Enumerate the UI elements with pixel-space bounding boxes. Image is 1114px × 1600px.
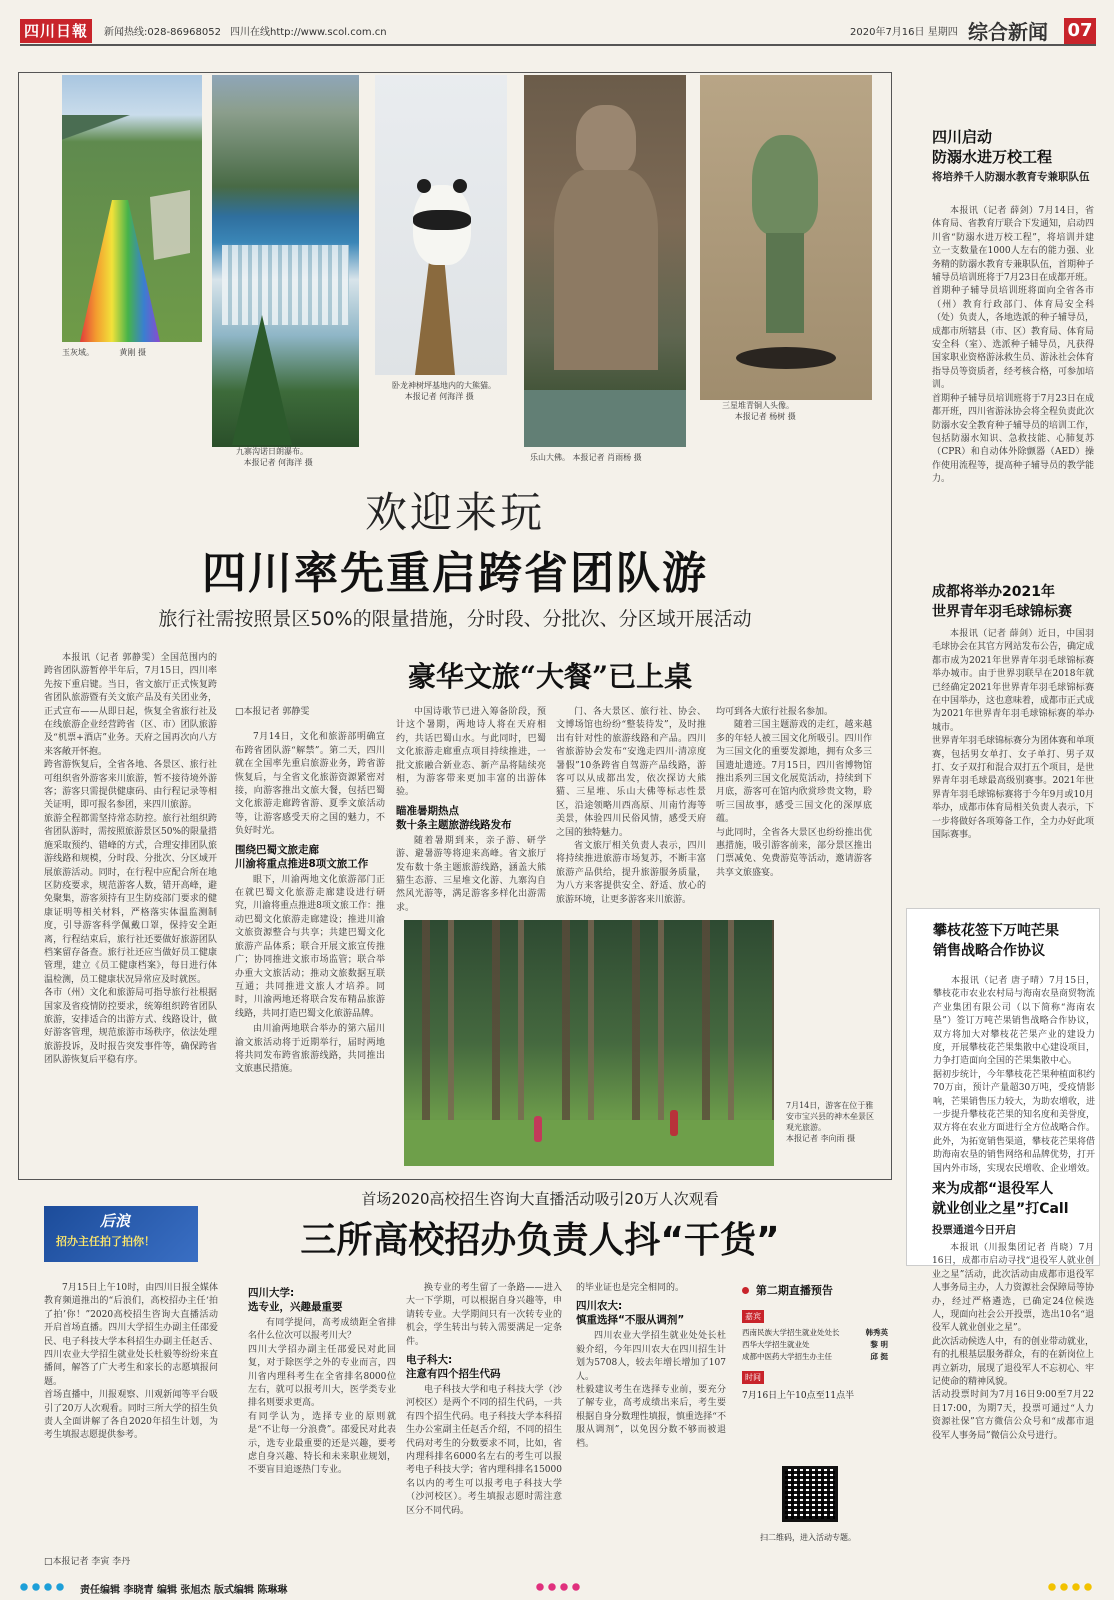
col-4-bottom-text: 省文旅厅相关负责人表示，四川将持续推进旅游市场复苏，不断丰富旅游产品供给，提升旅游服务质量，为八方来客提供安全、舒适、放心的旅游环境，让更多游客来川旅游。 xyxy=(556,841,706,905)
guest-name: 邱 挺 xyxy=(870,1352,888,1361)
sichuan-univ-text: 有同学提问，高考成绩距全省排名什么位次可以报考川大？ 四川大学招办副主任邵爱民对此回复，对于除医学之外的专业而言，四川省内理科考生在全省排名8000位左右，就可以报考川大，医学类专业排名则要求更高。 有同学认为，选择专业的原则就是“不让每一分浪费”。邵爱民对此表示，选专业最重要的还是兴趣，要考虑自身兴趣、特长和未来职业规划，不要盲目追逐热门专业。 xyxy=(248,1318,396,1476)
article-2-title: 成都将举办2021年 世界青年羽毛球锦标赛 xyxy=(932,584,1072,620)
bottom-col-3 xyxy=(406,1282,562,1572)
footer-color-dots-left xyxy=(18,1582,68,1592)
banner-title: 后浪 xyxy=(100,1212,131,1230)
live-preview-box xyxy=(742,1282,888,1572)
buddha-head xyxy=(576,105,636,175)
guest-row xyxy=(742,1327,888,1339)
qr-code[interactable] xyxy=(782,1466,838,1522)
stand-base-shape xyxy=(736,347,836,369)
date-text: 2020年7月16日 星期四 xyxy=(850,27,958,38)
mountain-shape xyxy=(62,115,202,145)
main-col-1 xyxy=(44,652,217,1172)
right-column xyxy=(906,72,1100,1592)
qr-caption: 扫二维码，进入活动专题。 xyxy=(760,1533,856,1542)
col-5-top-text: 均可到各大旅行社报名参加。 xyxy=(716,707,834,717)
bottom-col-4 xyxy=(576,1282,726,1572)
live-time: 7月16日上午10点至11点半 xyxy=(742,1391,855,1401)
red-dot-icon xyxy=(742,1287,749,1294)
article-4-title: 来为成都“退役军人 就业创业之星”打Call xyxy=(932,1181,1069,1217)
tree-trunks xyxy=(404,920,774,1130)
article-2-body: 本报讯（记者 薛剑）近日，中国羽毛球协会在其官方网站发布公告，确定成都市成为2021年世界青年羽毛球锦标赛举办城市。由于世界羽联早在2018年就已经确定2021年世界青年羽毛球锦标赛在中国举办，这也意味着，成都市正式成为2021年世界青年羽毛球锦标赛的举办城市。 世界青年羽毛球锦标赛分为团体赛和单项赛，包括男女单打、女子单打、男子双打、女子双打和混合双打五个项目，是世界青年羽毛球最高级别赛事。2021年世界青年羽毛球锦标赛将于今年9月或10月举办，成都市体育局相关负责人表示，下一步将做好各项筹备工作，全力办好此项国际赛事。 xyxy=(932,629,1095,841)
guest-title: 西华大学招生就业处 xyxy=(742,1340,810,1349)
uestc-subhead: 电子科大: 注意有四个招生代码 xyxy=(406,1354,501,1381)
rainbow-slide-shape xyxy=(80,200,160,342)
sicau-text: 四川农业大学招生就业处处长杜毅介绍，今年四川农大在四川招生计划为5708人，较去年增长增加了107人。 杜毅建议考生在选择专业前，要充分了解专业，高考成绩出来后，考生要根据自身分数理性填报，慎重选择“不服从调剂”，以免因分数不够而被退档。 xyxy=(576,1331,726,1449)
visitor-figure-1 xyxy=(534,1116,542,1142)
caption-2: 九寨沟诺日朗瀑布。 本报记者 何海洋 摄 xyxy=(236,447,313,467)
guest-name: 黎 明 xyxy=(870,1340,888,1349)
col-2-mid-text: 眼下，川渝两地文化旅游部门正在就巴蜀文化旅游走廊建设进行研究，川渝将重点推进8项文旅工作：推动巴蜀文化旅游走廊建设；推进川渝文旅资源整合与共享；共建巴蜀文化旅游产品体系；联合开展文旅宣传推广；协同推进文旅市场监管；联合举办重大文旅活动；推动文旅数据互联互通；共同推进文旅人才培养。同时，川渝两地还将联合发布精品旅游线路，共同打造巴蜀文化旅游品牌。 xyxy=(235,874,385,1019)
newspaper-logo: 四川日報 xyxy=(20,19,92,43)
col-4-continued-text: 的毕业证也是完全相同的。 xyxy=(576,1283,685,1293)
guest-label: 嘉宾 xyxy=(742,1310,764,1323)
photo-rainbow-slide xyxy=(62,75,202,342)
photo-jiuzhai-waterfall xyxy=(212,75,359,447)
panda-ear-left xyxy=(417,179,431,193)
main-col-4 xyxy=(556,706,706,906)
uestc-text: 电子科技大学和电子科技大学（沙河校区）是两个不同的招生代码，一共有四个招生代码。电子科技大学本科招生办公室副主任赵舌介绍，不同的招生代码对考生的分数要求不同，比如，省内理科排名6000名左右的考生可以报考电子科技大学；省内理科排名15000名以内的考生可以报考电子科技大学（沙河校区）。考生填报志愿时需注意区分不同代码。 xyxy=(406,1385,562,1516)
bottom-banner xyxy=(44,1206,198,1262)
article-1-title: 四川启动 防溺水进万校工程 xyxy=(932,128,1053,166)
sub-headline: 豪华文旅“大餐”已上桌 xyxy=(407,660,693,693)
live-preview-title-row xyxy=(742,1282,888,1298)
col-4-top-text: 门、各大景区、旅行社、协会、文博场馆也纷纷“整装待发”，及时推出有针对性的旅游线路和产品。四川省旅游协会发布“安逸走四川·清凉度暑假”10条跨省自驾游产品线路，游客可以从成都出发，依次探访大熊猫、三星堆、乐山大佛等标志性景区，沿途领略川西高原、川南竹海等美景，体验四川民俗风情，感受天府之国的独特魅力。 xyxy=(556,707,706,838)
bottom-headline: 三所高校招办负责人抖“干货” xyxy=(300,1220,780,1261)
article-3-title: 攀枝花签下万吨芒果 销售战略合作协议 xyxy=(933,923,1059,959)
panda-ear-right xyxy=(453,179,467,193)
caption-5: 三星堆青铜人头像。 本报记者 杨树 摄 xyxy=(722,401,796,421)
forest-caption: 7月14日，游客在位于雅安市宝兴县的神木垒景区观光旅游。 本报记者 李向雨 摄 xyxy=(786,1101,874,1143)
kicker-title: 欢迎来玩 xyxy=(364,488,545,537)
bottom-kicker: 首场2020高校招生咨询大直播活动吸引20万人次观看 xyxy=(361,1190,719,1208)
guest-row xyxy=(742,1351,888,1363)
bottom-intro xyxy=(44,1282,218,1552)
panda-shoulders xyxy=(413,210,471,230)
col-2-byline: □本报记者 郭静雯 xyxy=(235,707,310,717)
article-3-body: 本报讯（记者 唐子晴）7月15日，攀枝花市农业农村局与海南农垦商贸物流产业集团有限公司（以下简称“海南农垦”）签订万吨芒果销售战略合作协议，双方将加大对攀枝花芒果产业的建设力度，开展攀枝花芒果集散中心建设项目，力争打造面向全国的芒果集散中心。 据初步统计，今年攀枝花芒果种植面积约70万亩，预计产量超30万吨，受疫情影响，芒果销售压力较大，为助农增收，进一步提升攀枝花芒果的知名度和美誉度，双方将在农业方面进行全方位战略合作。 此外，为拓宽销售渠道，攀枝花芒果将借助海南农垦的销售网络和品牌优势，打开国内外市场，实现农民增收、企业增效。 xyxy=(933,976,1096,1174)
deck-line: 旅行社需按照景区50%的限量措施，分时段、分批次、分区域开展活动 xyxy=(158,608,752,630)
page-number-badge: 07 xyxy=(1064,18,1096,44)
article-4-body: 本报讯（川报集团记者 肖晓）7月16日，成都市启动寻找“退役军人就业创业之星”活动，此次活动由成都市退役军人事务局主办，人力资源社会保障局等协办，经过严格遴选，已确定24位候选人，现面向社会公开投票，选出10名“退役军人就业创业之星”。 此次活动候选人中，有的创业带动就业，有的扎根基层服务群众，有的在新岗位上再立新功，展现了退役军人不忘初心、牢记使命的精神风貌。 活动投票时间为7月16日9:00至7月22日17:00，为期7天，投票可通过“人力资源社保”官方微信公众号和“成都市退役军人事务局”微信公众号进行。 xyxy=(932,1243,1095,1441)
bottom-intro-byline: □本报记者 李寅 李丹 xyxy=(44,1557,131,1567)
caption-3: 卧龙神树坪基地内的大熊猫。 本报记者 何海洋 摄 xyxy=(392,381,496,401)
guest-list xyxy=(742,1327,888,1363)
col-2-top-text: 7月14日，文化和旅游部明确宣布跨省团队游“解禁”。第二天，四川就在全国率先重启旅游业务，跨省游恢复后，与全省文化旅游资源紧密对接，向游客推出文旅大餐，包括巴蜀文化旅游走廊跨省游、夏季文旅活动等，让游客感受天府之国的魅力，不负好时光。 xyxy=(235,732,385,837)
photo-panda xyxy=(375,75,507,375)
live-preview-title: 第二期直播预告 xyxy=(755,1284,833,1297)
hotline-text: 新闻热线:028-86968052 xyxy=(104,27,221,38)
sichuan-univ-subhead: 四川大学: 选专业，兴趣最重要 xyxy=(248,1287,343,1313)
col-3-continued-text: 换专业的考生留了一条路——进入大一下学期，可以根据自身兴趣等，申请转专业。大学期间只有一次转专业的机会，学生转出与转入需要满足一定条件。 xyxy=(406,1283,562,1347)
col-3-subhead: 瞄准暑期热点 数十条主题旅游线路发布 xyxy=(396,804,512,831)
article-4-subtitle: 投票通道今日开启 xyxy=(932,1224,1016,1236)
section-title: 综合新闻 xyxy=(968,20,1048,44)
bottom-intro-text: 7月15日上午10时，由四川日报全媒体教育频道推出的“后浪们，高校招办主任‘拍了拍’你！”2020高校招生咨询大直播活动开启首场直播。四川大学招生办副主任邵爱民、电子科技大学本科招生办副主任赵舌、四川农业大学招生就业处长杜毅等纷纷来直播间，解答了广大考生和家长的志愿填报问题。 首场直播中，川报观察、川观新闻等平台吸引了20万人次观看。同时三所大学的招生负责人全面讲解了各自2020年招生计划，为考生填报志愿提供参考。 xyxy=(44,1283,218,1441)
bronze-neck-shape xyxy=(766,233,804,333)
main-col-2 xyxy=(235,706,385,1176)
photo-leshan-buddha xyxy=(524,75,686,447)
guest-title: 西南民族大学招生就业处处长 xyxy=(742,1328,840,1337)
article-1-body: 本报讯（记者 薛剑）7月14日，省体育局、省教育厅联合下发通知，启动四川省“防溺水进万校工程”，将培训并建立一支数量在1000人左右的能力强、业务精的防溺水教育专兼职队伍，首期种子辅导员培训班将于7月23日在成都开班。 首期种子辅导员培训班将面向全省各市（州）教育行政部门、体育局安全科（处）负责人，各地选派的种子辅导员，成都市所辖县（市、区）教育局、体育局安全科（室）、选派种子辅导员，凡获得国家职业资格游泳救生员、游泳社会体育指导员等资质者，经考核合格，可参加培训。 首期种子辅导员培训班将于7月23日在成都开班，四川省游泳协会将全程负责此次防溺水安全教育种子辅导员的培训工作，包括防溺水知识、急救技能、心肺复苏（CPR）和自动体外除颤器（AED）操作使用流程等，提高种子辅导员的教学能力。 xyxy=(932,206,1095,485)
website-text: 四川在线http://www.scol.com.cn xyxy=(230,27,387,38)
main-col-1-text: 本报讯（记者 郭静雯）全国范围内的跨省团队游暂停半年后，7月15日，四川率先按下重启键。当日，省文旅厅正式恢复跨省团队旅游暨有关文旅产品及有关团业务，正式宣布——从即日起，恢复全省旅行社及在线旅游企业经营跨省（区、市）团队旅游及“机票+酒店”业务。天府之国再次向八方来客敞开怀抱。 跨省游恢复后，全省各地、各景区、旅行社可组织省外游客来川旅游，暂不接待境外游客；游客只需提供健康码、由行程记录等相关证明，即可报名参团，来四川旅游。 旅游全程都需坚持常态防控。旅行社组织跨省团队游时，需按照旅游景区50%的限量措施采取预约、错峰的方式，合理安排团队旅游线路和规模，分时段、分批次、分区域开展旅游活动。同时，在行程中应配合所在地区防疫要求，规范游客人数，错开高峰，避免聚集，游客须持有卫生防疫部门要求的健康证明等相关材料，严格落实体温监测制度，引导游客科学佩戴口罩，保持安全距离，行程结束后，旅行社还要做好旅游团队档案留存备查。旅行社还应当做好员工健康管理，建立《员工健康档案》，每日进行体温检测，员工健康状况异常应及时就医。 各市（州）文化和旅游局可指导旅行社根据国家及省疫情防控要求，统筹组织跨省团队旅游，安排适合的出游方式、线路设计，做好游客管理，规范旅游市场秩序，依法处理旅游投诉，及时报告突发事件等，确保跨省团队游恢复后平稳有序。 xyxy=(44,653,218,1066)
tree-shape xyxy=(232,315,292,445)
footer-credits: 责任编辑 李晓青 编辑 张旭杰 版式编辑 陈琳琳 xyxy=(80,1585,288,1596)
guest-row xyxy=(742,1339,888,1351)
sicau-subhead: 四川农大: 慎重选择“不服从调剂” xyxy=(576,1300,685,1327)
waterfall-shape xyxy=(222,245,349,325)
col-2-bottom-text: 由川渝两地联合举办的第六届川渝文旅活动将于近期举行，届时两地将共同发布跨省旅游线路，共同推出文旅惠民措施。 xyxy=(235,1024,385,1075)
time-label: 时间 xyxy=(742,1371,764,1384)
bronze-head-shape xyxy=(752,135,818,235)
grass-shape xyxy=(404,1120,774,1166)
caption-1: 玉灰域。 黄刚 摄 xyxy=(62,348,146,357)
col-5-text: 随着三国主题游戏的走红，越来越多的年轻人被三国文化所吸引。四川作为三国文化的重要发源地，拥有众多三国遗址遗迹。7月15日，四川省博物馆推出系列三国文化展览活动，持续到下月底，游客可在馆内欣赏珍贵文物，聆听三国故事，感受三国文化的深厚底蕴。 与此同时，全省各大景区也纷纷推出优惠措施，吸引游客前来，部分景区推出门票减免、免费游览等活动，邀请游客共享文旅盛宴。 xyxy=(716,720,872,878)
masthead-rule xyxy=(20,44,1096,46)
caption-4: 乐山大佛。 本报记者 肖雨杨 摄 xyxy=(530,453,642,462)
banner-subtitle: 招办主任拍了拍你！ xyxy=(56,1235,155,1248)
masthead xyxy=(0,0,1114,46)
main-col-3 xyxy=(396,706,546,913)
photo-forest xyxy=(404,920,774,1166)
col-2-subhead: 围绕巴蜀文旅走廊 川渝将重点推进8项文旅工作 xyxy=(235,843,369,870)
river-shape xyxy=(524,390,686,447)
visitor-figure-2 xyxy=(670,1110,678,1136)
footer-color-dots-center xyxy=(534,1582,582,1592)
guest-name: 韩秀英 xyxy=(865,1328,888,1337)
col-3-bottom-text: 随着暑期到来，亲子游、研学游、避暑游等将迎来高峰。省文旅厅发布数十条主题旅游线路，涵盖大熊猫生态游、三星堆文化游、九寨沟自然风光游等，满足游客多样化出游需求。 xyxy=(396,835,546,913)
article-1-subtitle: 将培养千人防溺水教育专兼职队伍 xyxy=(932,171,1090,183)
buddha-body xyxy=(554,170,658,370)
photo-sanxingdui-head xyxy=(700,75,872,400)
footer-color-dots-right xyxy=(1046,1582,1096,1592)
main-headline: 四川率先重启跨省团队游 xyxy=(202,548,708,599)
bottom-col-2 xyxy=(248,1282,396,1572)
guest-title: 成都中医药大学招生办主任 xyxy=(742,1352,832,1361)
footer-bar xyxy=(0,1576,1114,1600)
main-col-5 xyxy=(716,706,872,906)
buildings-shape xyxy=(150,190,190,260)
col-3-top-text: 中国诗歌节已进入筹备阶段，预计这个暑期，两地诗人将在天府相约，共话巴蜀山水。与此同时，巴蜀文化旅游走廊重点项目持续推进，一批文旅融合新业态、新产品将陆续亮相，为游客带来更加丰富的出游体验。 xyxy=(396,707,546,798)
